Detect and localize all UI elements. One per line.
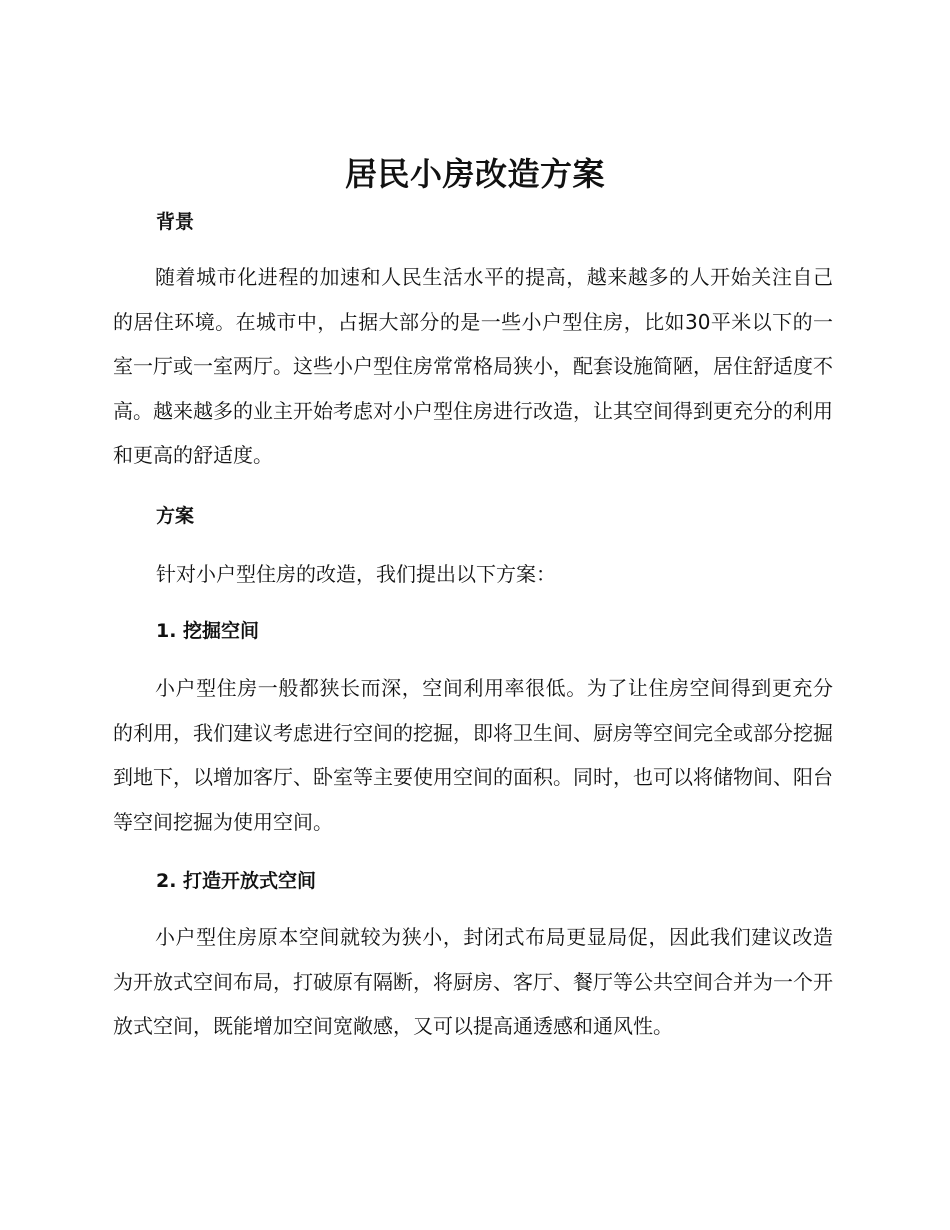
item-2-paragraph: 小户型住房原本空间就较为狭小，封闭式布局更显局促，因此我们建议改造为开放式空间布局，打破原有隔断，将厨房、客厅、餐厅等公共空间合并为一个开放式空间，既能增加空间宽敞感，又可以提高通透感和通风性。 <box>113 925 833 1038</box>
document-title: 居民小房改造方案 <box>344 155 605 193</box>
plan-intro: 针对小户型住房的改造，我们提出以下方案： <box>156 562 556 586</box>
background-paragraph: 随着城市化进程的加速和人民生活水平的提高，越来越多的人开始关注自己的居住环境。在城市中，占据大部分的是一些小户型住房，比如30平米以下的一室一厅或一室两厅。这些小户型住房常常格局狭小，配套设施简陋，居住舒适度不高。越来越多的业主开始考虑对小户型住房进行改造，让其空间得到更充分的利用和更高的舒适度。 <box>113 265 833 467</box>
section-heading-background: 背景 <box>156 211 195 233</box>
section-heading-item-1: 1. 挖掘空间 <box>156 620 260 642</box>
section-heading-item-2: 2. 打造开放式空间 <box>156 870 317 892</box>
section-heading-plan: 方案 <box>156 505 195 527</box>
item-1-paragraph: 小户型住房一般都狭长而深，空间利用率很低。为了让住房空间得到更充分的利用，我们建议考虑进行空间的挖掘，即将卫生间、厨房等空间完全或部分挖掘到地下，以增加客厅、卧室等主要使用空间的面积。同时，也可以将储物间、阳台等空间挖掘为使用空间。 <box>113 676 833 834</box>
